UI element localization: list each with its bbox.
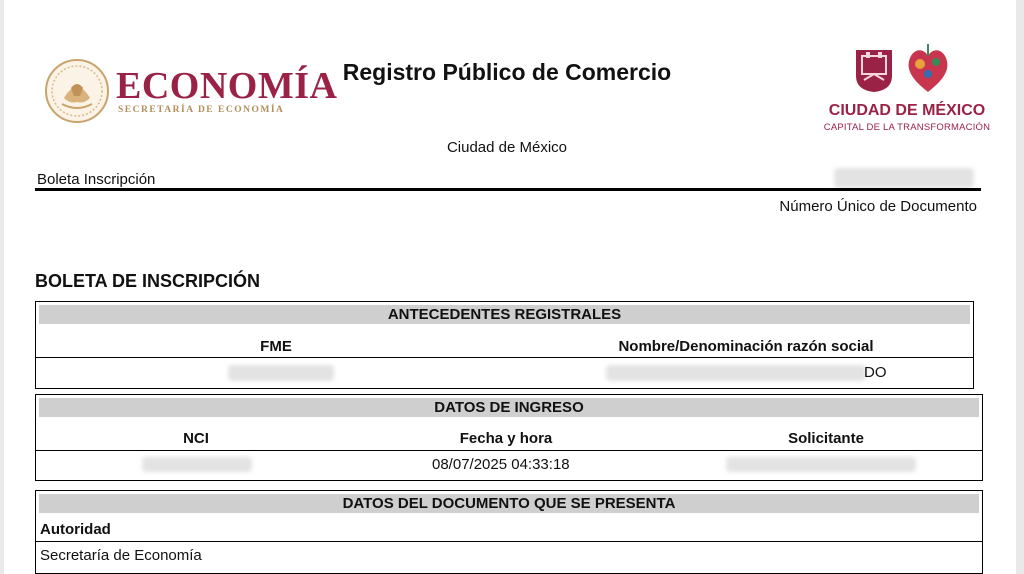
col-solicitante: Solicitante [788,430,864,447]
col-nci: NCI [183,430,209,447]
page-title: Registro Público de Comercio [342,59,672,85]
heart-emblem-icon [904,40,952,96]
fecha-hora-value: 08/07/2025 04:33:18 [432,456,570,473]
economia-subtitle: SECRETARÍA DE ECONOMÍA [118,105,285,115]
redacted-solicitante [726,457,916,472]
cdmx-shield-icon [854,48,894,94]
autoridad-label: Autoridad [40,521,111,538]
numero-documento-label: Número Único de Documento [779,198,977,215]
row-divider [36,450,982,451]
redacted-nci [142,457,252,472]
row-divider [36,541,982,542]
ingreso-header: DATOS DE INGRESO [39,398,979,417]
cdmx-tagline: CAPITAL DE LA TRANSFORMACIÓN [823,122,991,133]
cdmx-wordmark: CIUDAD DE MÉXICO [828,102,986,119]
row-divider [36,357,973,358]
section-title: BOLETA DE INSCRIPCIÓN [35,271,261,291]
redacted-document-number [834,168,974,188]
nombre-value-tail: DO [864,364,887,381]
cdmx-logo [822,40,992,140]
ingreso-table [35,394,983,481]
redacted-nombre [606,365,866,381]
national-seal-icon [44,58,110,124]
antecedentes-table [35,301,974,389]
city-label: Ciudad de México [446,139,568,156]
col-fecha-hora: Fecha y hora [459,430,553,447]
documento-table [35,490,983,574]
col-nombre: Nombre/Denominación razón social [618,338,874,355]
header-divider [35,188,981,191]
documento-header: DATOS DEL DOCUMENTO QUE SE PRESENTA [39,494,979,513]
economia-logo [44,58,344,128]
boleta-label: Boleta Inscripción [37,171,156,188]
document-page [4,0,1016,574]
economia-wordmark: ECONOMÍA [116,65,338,107]
col-fme: FME [260,338,292,355]
antecedentes-header: ANTECEDENTES REGISTRALES [39,305,970,324]
autoridad-value: Secretaría de Economía [40,547,202,564]
redacted-fme [228,365,334,381]
